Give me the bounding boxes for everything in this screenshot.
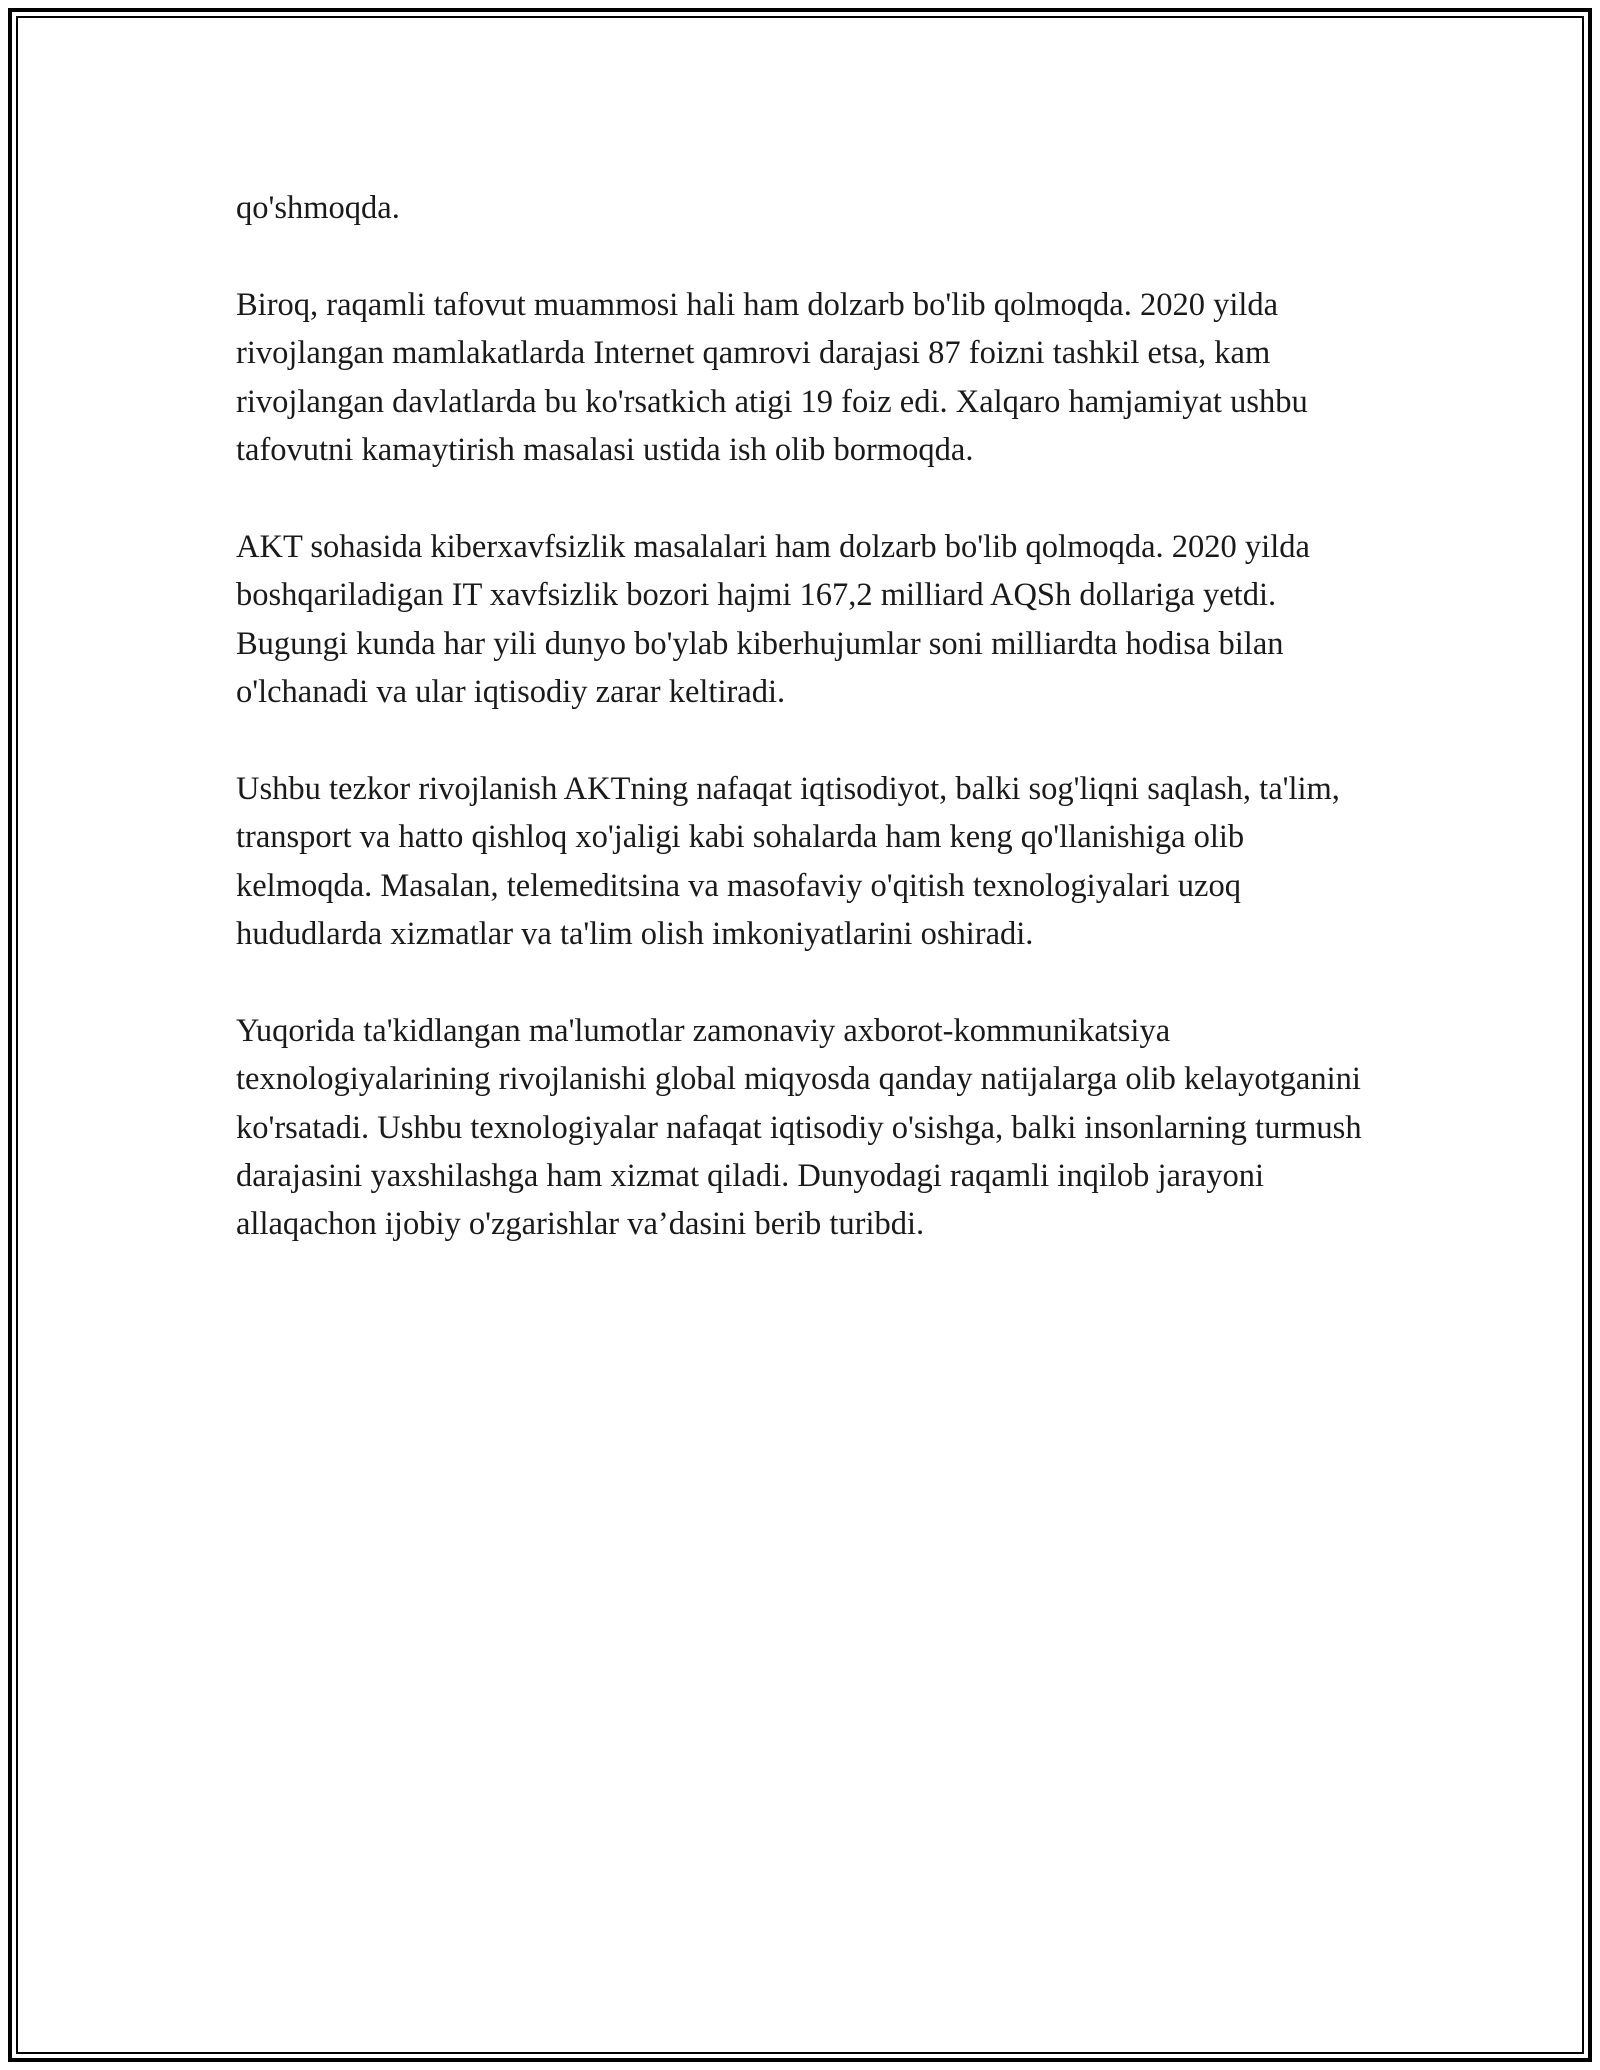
paragraph-ict-applications: Ushbu tezkor rivojlanish AKTning nafaqat iqtisodiyot, balki sog'liqni saqlash, ta'lim, transport va hatto qishloq xo'jaligi kabi sohalarda ham keng qo'llanishiga olib kelmoqda. Masalan, telemeditsina va masofaviy o'qitish texnologiyalari uzoq hududlarda xizmatlar va ta'lim olish imkoniyatlarini oshiradi. — [236, 770, 1340, 953]
paragraph-continuation: qo'shmoqda. — [236, 190, 400, 226]
document-body — [236, 184, 1376, 1249]
paragraph-cybersecurity: AKT sohasida kiberxavfsizlik masalalari ham dolzarb bo'lib qolmoqda. 2020 yilda boshqariladigan IT xavfsizlik bozori hajmi 167,2 milliard AQSh dollariga yetdi. Bugungi kunda har yili dunyo bo'ylab kiberhujumlar soni milliardta hodisa bilan o'lchanadi va ular iqtisodiy zarar keltiradi. — [236, 528, 1310, 711]
paragraph-digital-divide: Biroq, raqamli tafovut muammosi hali ham dolzarb bo'lib qolmoqda. 2020 yilda rivojlangan mamlakatlarda Internet qamrovi darajasi 87 foizni tashkil etsa, kam rivojlangan davlatlarda bu ko'rsatkich atigi 19 foiz edi. Xalqaro hamjamiyat ushbu tafovutni kamaytirish masalasi ustida ish olib bormoqda. — [236, 286, 1308, 469]
paragraph-conclusion: Yuqorida ta'kidlangan ma'lumotlar zamonaviy axborot-kommunikatsiya texnologiyalarining rivojlanishi global miqyosda qanday natijalarga olib kelayotganini ko'rsatadi. Ushbu texnologiyalar nafaqat iqtisodiy o'sishga, balki insonlarning turmush darajasini yaxshilashga ham xizmat qiladi. Dunyodagi raqamli inqilob jarayoni allaqachon ijobiy o'zgarishlar va’dasini berib turibdi. — [236, 1012, 1362, 1243]
